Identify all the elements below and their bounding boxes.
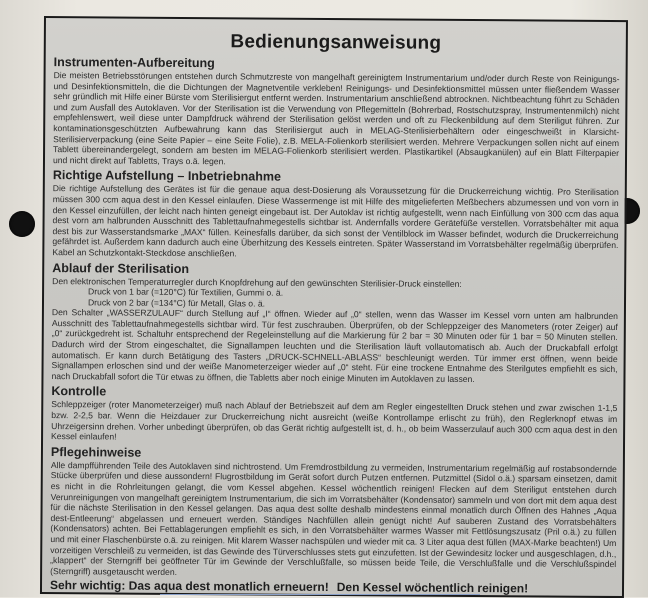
selection-edge <box>160 588 480 595</box>
section-heading: Kontrolle <box>51 384 107 399</box>
section-instrumenten-aufbereitung <box>45 55 626 169</box>
section-ablauf <box>43 261 624 386</box>
page-title: Bedienungsanweisung <box>230 31 442 54</box>
section-text: Den Schalter „WASSERZULAUF“ durch Stellung auf „I“ öffnen. Wieder auf „0“ stellen, wenn das Wasser im Kessel vorn unten am halbrunden Ausschnitt des Tablettaufnahmegestells sichtbar wird. Tür fest zuschrauben. Überprüfen, ob der Schleppzeiger des Manometers (roter Zeiger) auf „0“ zurückgedreht ist. Schaltuhr entsprechend der Regeleinstellung auf die Markierung für 2 bar = 30 Minuten oder für 1 bar = 50 Minuten stellen. Dadurch wird der Strom eingeschaltet, die Signallampen leuchten und die Sterilisation läuft vollautomatisch ab. Auch der Druckabfall erfolgt automatisch. Er kann durch Betätigung des Tasters „DRUCK-SCHNELL-ABLASS“ beschleunigt werden. Tür immer erst öffnen, wenn beide Signallampen erloschen sind und der weiße Manometerzeiger wieder auf „0“ steht. Für eine trockene Entnahme des Sterilgutes empfiehlt es sich, nach Druckabfall sofort die Tür etwas zu öffnen, die Tabletts aber noch einige Minuten im Autoklaven zu lassen. <box>51 307 618 384</box>
section-kontrolle <box>43 384 623 445</box>
mounting-hole-left <box>9 211 35 237</box>
footer-warning-aqua: Sehr wichtig: Das aqua dest monatlich erneuern! <box>49 578 329 595</box>
footer-warning-kessel: Den Kessel wöchentlich reinigen! <box>336 580 529 596</box>
instruction-plate <box>40 16 628 598</box>
section-pflegehinweise <box>42 445 623 581</box>
pressure-option-1bar: Druck von 1 bar (=120°C) für Textilien, Gummi o. ä. <box>88 286 284 298</box>
section-heading: Pflegehinweise <box>50 444 142 460</box>
section-heading: Instrumenten-Aufbereitung <box>53 55 215 71</box>
section-text: Die meisten Betriebsstörungen entstehen durch Schmutzreste von mangelhaft gereinigtem Instrumentarium und/oder durch Reste von Reinigungs- und Desinfektionsmitteln, die die Dichtungen der Magnetventile verkleben! Reinigungs- und Desinfektionsmittel müssen unter fließendem Wasser sehr gründlich mit Hilfe einer Bürste vom Sterilisiergut entfernt werden. Instrumentarium anschließend abtrocknen. Nichtbeachtung führt zu Schäden und zum Ausfall des Autoklaven. Vor der Sterilisation ist die Verwendung von Pflegemitteln (Bohrerbad, Rostschutzspray, Instrumentenmilch) nicht empfehlenswert, weil diese unter Dampfdruck während der Sterilisation gelöst werden und oft zu Fleckenbildung auf dem Steriligut führen. Zur kontaminationsgeschützten Aufbewahrung kann das Sterilisiergut auch in MELAG-Sterilisierbehältern oder eingeschweißt in Klarsicht-Sterilisierverpackung (eine Seite Papier – eine Seite Folie), z.B. MELA-Folienkorb sterilisiert werden. Mehrere Verpackungen sollen nicht auf einem Tablett übereinandergelegt, sondern am besten im MELAG-Folienkorb sterilisiert werden. Plastikartikel (Absaugkanülen) auf ein Blatt Filterpapier und nicht direkt auf Tabletts, Trays o.ä. legen. <box>52 70 620 167</box>
section-heading: Ablauf der Sterilisation <box>52 260 190 276</box>
section-heading: Richtige Aufstellung – Inbetriebnahme <box>52 168 281 185</box>
pressure-option-2bar: Druck von 2 bar (=134°C) für Metall, Glas o. ä. <box>87 297 266 309</box>
section-aufstellung <box>44 168 625 261</box>
section-text: Die richtige Aufstellung des Gerätes ist für die genaue aqua dest-Dosierung als Voraussetzung für die Druckerreichung wichtig. Pro Sterilisation müssen 300 ccm aqua dest in den Kessel einlaufen. Diese Wassermenge ist mit Hilfe des mitgelieferten Meßbechers abzumessen und von vorn in den Kessel einzufüllen, der leicht nach hinten geneigt eingebaut ist. Der Autoklav ist richtig aufgestellt, wenn nach Einfüllung von 300 ccm das aqua dest vorn am halbrunden Ausschnitt des Tablettaufnahmegestells sichtbar ist. Andernfalls vordere Gerätefüße verstellen. Vorratsbehälter mit aqua dest bis zur Wasserstandsmarke „MAX“ füllen. Keinesfalls darüber, da sich sonst der Ventilblock im Wasser befindet, wodurch die Druckerreichung gefährdet ist. Außerdem kann dadurch auch eine Überhitzung des Kessels eintreten. Später Wasserstand im Vorratsbehälter regelmäßig überprüfen. Kabel an Schutzkontakt-Steckdose anschließen. <box>52 183 619 259</box>
section-text: Schleppzeiger (roter Manometerzeiger) muß nach Ablauf der Betriebszeit auf dem am Regler eingestellten Druck stehen und zwar zwischen 1-1,5 bzw. 2-2,5 bar. Wenn die Heizdauer zur Druckerreichung nicht ausreicht (weiße Kontrollampe erlischt zu früh), den Reglerknopf etwas im Uhrzeigersinn drehen. Vorher unbedingt überprüfen, ob das Gerät richtig aufgestellt ist, d. h., ob beim Wasserzulauf auch 300 ccm aqua dest in den Kessel einlaufen! <box>51 399 618 442</box>
section-text-intro: Den elektronischen Temperaturregler durch Knopfdrehung auf den gewünschten Sterilisier-Druck einstellen: <box>52 275 462 289</box>
section-text: Alle dampfführenden Teile des Autoklaven sind nichtrostend. Um Fremdrostbildung zu vermeiden, Instrumentarium regelmäßig auf rostabsondernde Stücke überprüfen und diese aussondern! Flugrostbildung im Gerät sofort durch Putzen entfernen. Putzmittel (Sidol o.ä.) sparsam einsetzen, damit es nicht in die Rohrleitungen gelangt, die vom Kessel abgehen. Kessel wöchentlich reinigen! Flecken auf dem Steriligut entstehen durch Verunreinigungen von mangelhaft gereinigtem Instrumentarium, die sich im Vorratsbehälter (Kondensator) sammeln und von dort mit dem aqua dest für die nächste Sterilisation in den Kessel gelangen. Das aqua dest sollte deshalb mindestens einmal monatlich durch Öffnen des Hahnes „Aqua dest-Entleerung“ abgelassen und erneuert werden. Ständiges Nachfüllen allein genügt nicht! Auf sauberen Zustand des Vorratsbehälters (Kondensators) achten. Bei Fettablagerungen empfiehlt es sich, in den Vorratsbehälter warmes Wasser mit Fettlösungszusatz (Pril o.ä.) zu füllen und mit einer Flaschenbürste o.ä. zu reinigen. Mit klarem Wasser nachspülen und wieder mit ca. 3 Liter aqua dest füllen (MAX-Marke beachten!) Um vorzeitigen Verschleiß zu vermeiden, ist das Gewinde des Türverschlusses stets gut einzufetten. Ist der Gewindesitz locker und ausgeschlagen, d.h., „klappert“ der Sterngriff bei geöffneter Tür im Gewinde der Verschlußfalle, so müssen beide Teile, die Verschlußfalle und die Verschlußspindel (Sterngriff) ausgetauscht werden. <box>50 459 617 577</box>
